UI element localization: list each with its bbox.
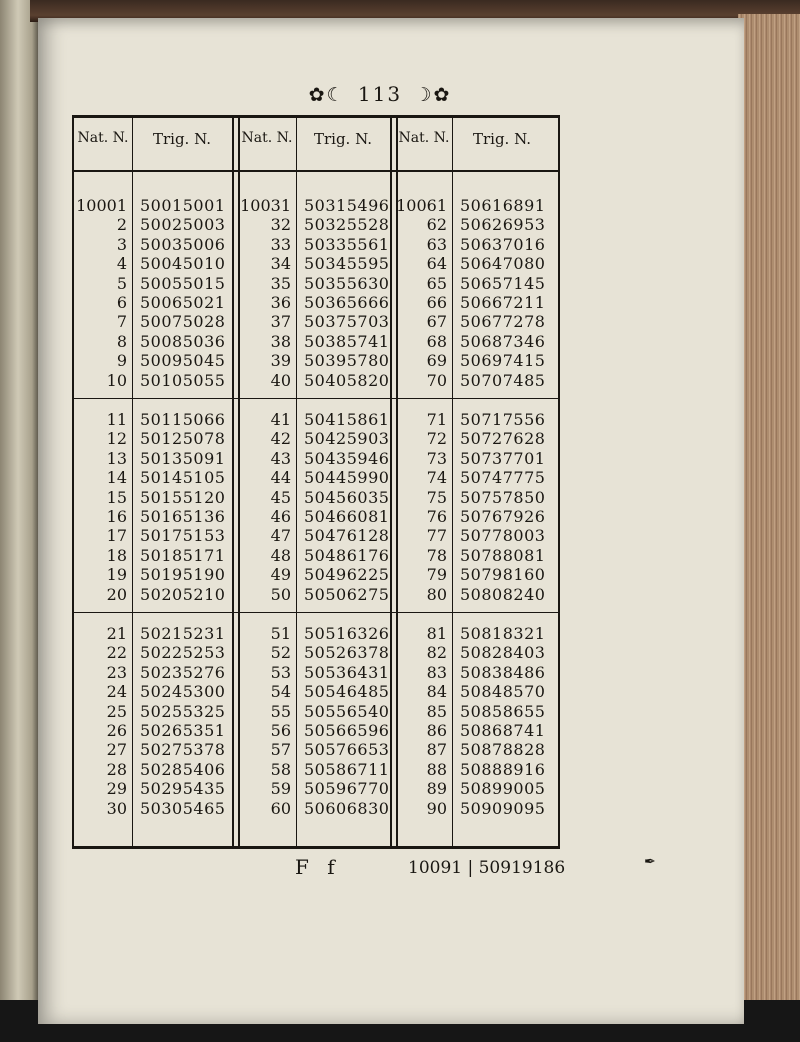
natural-number: 72 bbox=[426, 429, 447, 449]
natural-number: 78 bbox=[426, 545, 447, 565]
trig-number: 50476128 bbox=[304, 526, 390, 546]
natural-number: 43 bbox=[270, 448, 291, 468]
natural-number: 5 bbox=[116, 273, 127, 293]
page-block-edge bbox=[738, 14, 800, 1032]
natural-number: 29 bbox=[106, 779, 127, 799]
natural-number: 53 bbox=[270, 662, 291, 682]
trig-column-header: Trig. N. bbox=[472, 130, 532, 148]
trig-number: 50395780 bbox=[304, 351, 390, 371]
trig-number: 50075028 bbox=[140, 312, 226, 332]
natural-number: 39 bbox=[270, 351, 291, 371]
trig-number: 50425903 bbox=[304, 429, 390, 449]
trig-number: 50757850 bbox=[460, 487, 546, 507]
trig-number: 50185171 bbox=[140, 545, 226, 565]
natural-number: 10031 bbox=[240, 196, 291, 215]
nat-column-header: Nat. N. bbox=[241, 130, 293, 146]
natural-number: 3 bbox=[116, 234, 127, 254]
trig-number: 50878828 bbox=[460, 740, 546, 760]
trig-number: 50235276 bbox=[140, 662, 226, 682]
signature-mark: F f bbox=[295, 855, 341, 879]
trig-number: 50909095 bbox=[460, 798, 546, 818]
trig-number: 50747775 bbox=[460, 468, 546, 488]
natural-number: 10 bbox=[106, 370, 127, 390]
trig-number: 50737701 bbox=[460, 448, 546, 468]
trig-number: 50717556 bbox=[460, 410, 546, 429]
natural-number: 26 bbox=[106, 721, 127, 740]
trig-number: 50586711 bbox=[304, 759, 390, 779]
natural-number: 74 bbox=[426, 468, 447, 488]
natural-number: 70 bbox=[426, 370, 447, 390]
natural-number: 75 bbox=[426, 487, 447, 507]
trig-number: 50506275 bbox=[304, 584, 390, 604]
trig-number: 50035006 bbox=[140, 234, 226, 254]
natural-number: 22 bbox=[106, 643, 127, 663]
trig-number: 50576653 bbox=[304, 740, 390, 760]
natural-number: 62 bbox=[426, 215, 447, 235]
trig-number: 50195190 bbox=[140, 565, 226, 585]
natural-number: 34 bbox=[270, 254, 291, 274]
natural-number: 50 bbox=[270, 584, 291, 604]
trig-number: 50335561 bbox=[304, 234, 390, 254]
natural-number: 68 bbox=[426, 331, 447, 351]
trig-number: 50767926 bbox=[460, 507, 546, 526]
trig-number: 50135091 bbox=[140, 448, 226, 468]
natural-number: 83 bbox=[426, 662, 447, 682]
trig-number: 50727628 bbox=[460, 429, 546, 449]
trig-number: 50697415 bbox=[460, 351, 546, 371]
natural-number: 44 bbox=[270, 468, 291, 488]
natural-number: 71 bbox=[426, 410, 447, 429]
trig-number: 50778003 bbox=[460, 526, 546, 546]
natural-number: 32 bbox=[270, 215, 291, 235]
trig-number: 50868741 bbox=[460, 721, 546, 740]
natural-number: 80 bbox=[426, 584, 447, 604]
natural-number: 46 bbox=[270, 507, 291, 526]
trig-number: 50858655 bbox=[460, 701, 546, 721]
column-rule bbox=[232, 118, 234, 846]
natural-number: 11 bbox=[106, 410, 127, 429]
natural-number: 10061 bbox=[396, 196, 447, 215]
trig-number: 50295435 bbox=[140, 779, 226, 799]
natural-number: 51 bbox=[270, 624, 291, 643]
natural-number: 86 bbox=[426, 721, 447, 740]
column-rule bbox=[452, 118, 453, 846]
natural-number: 76 bbox=[426, 507, 447, 526]
trig-number: 50456035 bbox=[304, 487, 390, 507]
trig-number: 50315496 bbox=[304, 196, 390, 215]
natural-number: 33 bbox=[270, 234, 291, 254]
natural-number: 67 bbox=[426, 312, 447, 332]
trig-column-header: Trig. N. bbox=[313, 130, 373, 148]
trig-number: 50838486 bbox=[460, 662, 546, 682]
trig-column-header: Trig. N. bbox=[152, 130, 212, 148]
natural-number: 14 bbox=[106, 468, 127, 488]
trig-number: 50486176 bbox=[304, 545, 390, 565]
trig-number: 50606830 bbox=[304, 798, 390, 818]
trig-number: 50435946 bbox=[304, 448, 390, 468]
trig-number: 50225253 bbox=[140, 643, 226, 663]
trig-number: 50265351 bbox=[140, 721, 226, 740]
natural-number: 24 bbox=[106, 682, 127, 702]
natural-number: 59 bbox=[270, 779, 291, 799]
natural-number: 35 bbox=[270, 273, 291, 293]
header-rule bbox=[74, 170, 558, 172]
natural-number: 40 bbox=[270, 370, 291, 390]
trig-number: 50145105 bbox=[140, 468, 226, 488]
trig-number: 50626953 bbox=[460, 215, 546, 235]
trig-number: 50808240 bbox=[460, 584, 546, 604]
group-rule bbox=[74, 398, 558, 399]
trig-number: 50045010 bbox=[140, 254, 226, 274]
natural-number: 41 bbox=[270, 410, 291, 429]
natural-number: 13 bbox=[106, 448, 127, 468]
trig-number: 50536431 bbox=[304, 662, 390, 682]
logarithm-table bbox=[72, 115, 560, 849]
natural-number: 66 bbox=[426, 293, 447, 312]
trig-number: 50657145 bbox=[460, 273, 546, 293]
column-rule bbox=[296, 118, 297, 846]
trig-number: 50325528 bbox=[304, 215, 390, 235]
trig-number: 50165136 bbox=[140, 507, 226, 526]
trig-number: 50365666 bbox=[304, 293, 390, 312]
natural-number: 64 bbox=[426, 254, 447, 274]
natural-number: 12 bbox=[106, 429, 127, 449]
trig-number: 50155120 bbox=[140, 487, 226, 507]
page-number: 113 bbox=[357, 82, 403, 106]
trig-number: 50546485 bbox=[304, 682, 390, 702]
trig-number: 50065021 bbox=[140, 293, 226, 312]
trig-number: 50667211 bbox=[460, 293, 546, 312]
natural-number: 55 bbox=[270, 701, 291, 721]
trig-number: 50788081 bbox=[460, 545, 546, 565]
ornament-right-icon: ☽✿ bbox=[414, 84, 452, 106]
natural-number: 56 bbox=[270, 721, 291, 740]
trig-number: 50848570 bbox=[460, 682, 546, 702]
catchword: 10091 | 50919186 bbox=[408, 858, 566, 878]
natural-number: 82 bbox=[426, 643, 447, 663]
trig-number: 50677278 bbox=[460, 312, 546, 332]
natural-number: 21 bbox=[106, 624, 127, 643]
trig-number: 50496225 bbox=[304, 565, 390, 585]
trig-number: 50596770 bbox=[304, 779, 390, 799]
trig-number: 50798160 bbox=[460, 565, 546, 585]
natural-number: 88 bbox=[426, 759, 447, 779]
natural-number: 17 bbox=[106, 526, 127, 546]
trig-number: 50345595 bbox=[304, 254, 390, 274]
trig-number: 50566596 bbox=[304, 721, 390, 740]
trig-number: 50095045 bbox=[140, 351, 226, 371]
trig-number: 50687346 bbox=[460, 331, 546, 351]
natural-number: 73 bbox=[426, 448, 447, 468]
trig-number: 50888916 bbox=[460, 759, 546, 779]
trig-number: 50355630 bbox=[304, 273, 390, 293]
trig-number: 50647080 bbox=[460, 254, 546, 274]
natural-number: 87 bbox=[426, 740, 447, 760]
natural-number: 48 bbox=[270, 545, 291, 565]
natural-number: 69 bbox=[426, 351, 447, 371]
trig-number: 50215231 bbox=[140, 624, 226, 643]
trig-number: 50415861 bbox=[304, 410, 390, 429]
natural-number: 25 bbox=[106, 701, 127, 721]
trig-number: 50255325 bbox=[140, 701, 226, 721]
natural-number: 57 bbox=[270, 740, 291, 760]
natural-number: 20 bbox=[106, 584, 127, 604]
natural-number: 77 bbox=[426, 526, 447, 546]
trig-number: 50385741 bbox=[304, 331, 390, 351]
natural-number: 45 bbox=[270, 487, 291, 507]
trig-number: 50085036 bbox=[140, 331, 226, 351]
natural-number: 10001 bbox=[76, 196, 127, 215]
trig-number: 50175153 bbox=[140, 526, 226, 546]
trig-number: 50275378 bbox=[140, 740, 226, 760]
nat-column-header: Nat. N. bbox=[398, 130, 450, 146]
trig-number: 50899005 bbox=[460, 779, 546, 799]
trig-number: 50025003 bbox=[140, 215, 226, 235]
trig-number: 50828403 bbox=[460, 643, 546, 663]
page-header bbox=[240, 82, 520, 112]
natural-number: 90 bbox=[426, 798, 447, 818]
natural-number: 63 bbox=[426, 234, 447, 254]
natural-number: 54 bbox=[270, 682, 291, 702]
natural-number: 49 bbox=[270, 565, 291, 585]
trig-number: 50105055 bbox=[140, 370, 226, 390]
trig-number: 50556540 bbox=[304, 701, 390, 721]
trig-number: 50526378 bbox=[304, 643, 390, 663]
natural-number: 9 bbox=[116, 351, 127, 371]
trig-number: 50245300 bbox=[140, 682, 226, 702]
trig-number: 50445990 bbox=[304, 468, 390, 488]
natural-number: 8 bbox=[116, 331, 127, 351]
natural-number: 47 bbox=[270, 526, 291, 546]
trig-number: 50205210 bbox=[140, 584, 226, 604]
trig-number: 50305465 bbox=[140, 798, 226, 818]
natural-number: 65 bbox=[426, 273, 447, 293]
trig-number: 50707485 bbox=[460, 370, 546, 390]
trig-number: 50616891 bbox=[460, 196, 546, 215]
natural-number: 58 bbox=[270, 759, 291, 779]
trig-number: 50375703 bbox=[304, 312, 390, 332]
group-rule bbox=[74, 612, 558, 613]
natural-number: 37 bbox=[270, 312, 291, 332]
trig-number: 50285406 bbox=[140, 759, 226, 779]
trig-number: 50055015 bbox=[140, 273, 226, 293]
natural-number: 15 bbox=[106, 487, 127, 507]
natural-number: 23 bbox=[106, 662, 127, 682]
natural-number: 38 bbox=[270, 331, 291, 351]
trig-number: 50637016 bbox=[460, 234, 546, 254]
natural-number: 30 bbox=[106, 798, 127, 818]
trig-number: 50818321 bbox=[460, 624, 546, 643]
natural-number: 18 bbox=[106, 545, 127, 565]
natural-number: 84 bbox=[426, 682, 447, 702]
natural-number: 2 bbox=[116, 215, 127, 235]
natural-number: 42 bbox=[270, 429, 291, 449]
natural-number: 28 bbox=[106, 759, 127, 779]
natural-number: 85 bbox=[426, 701, 447, 721]
ink-mark: ✒ bbox=[644, 854, 656, 870]
trig-number: 50516326 bbox=[304, 624, 390, 643]
column-rule bbox=[132, 118, 133, 846]
natural-number: 52 bbox=[270, 643, 291, 663]
trig-number: 50115066 bbox=[140, 410, 226, 429]
trig-number: 50125078 bbox=[140, 429, 226, 449]
natural-number: 60 bbox=[270, 798, 291, 818]
trig-number: 50466081 bbox=[304, 507, 390, 526]
natural-number: 6 bbox=[116, 293, 127, 312]
natural-number: 7 bbox=[116, 312, 127, 332]
trig-number: 50405820 bbox=[304, 370, 390, 390]
trig-number: 50015001 bbox=[140, 196, 226, 215]
natural-number: 36 bbox=[270, 293, 291, 312]
ornament-left-icon: ✿☾ bbox=[308, 84, 346, 106]
nat-column-header: Nat. N. bbox=[77, 130, 129, 146]
column-rule bbox=[390, 118, 392, 846]
natural-number: 4 bbox=[116, 254, 127, 274]
natural-number: 79 bbox=[426, 565, 447, 585]
natural-number: 16 bbox=[106, 507, 127, 526]
natural-number: 89 bbox=[426, 779, 447, 799]
natural-number: 81 bbox=[426, 624, 447, 643]
natural-number: 27 bbox=[106, 740, 127, 760]
left-page-edge bbox=[0, 0, 40, 1000]
natural-number: 19 bbox=[106, 565, 127, 585]
